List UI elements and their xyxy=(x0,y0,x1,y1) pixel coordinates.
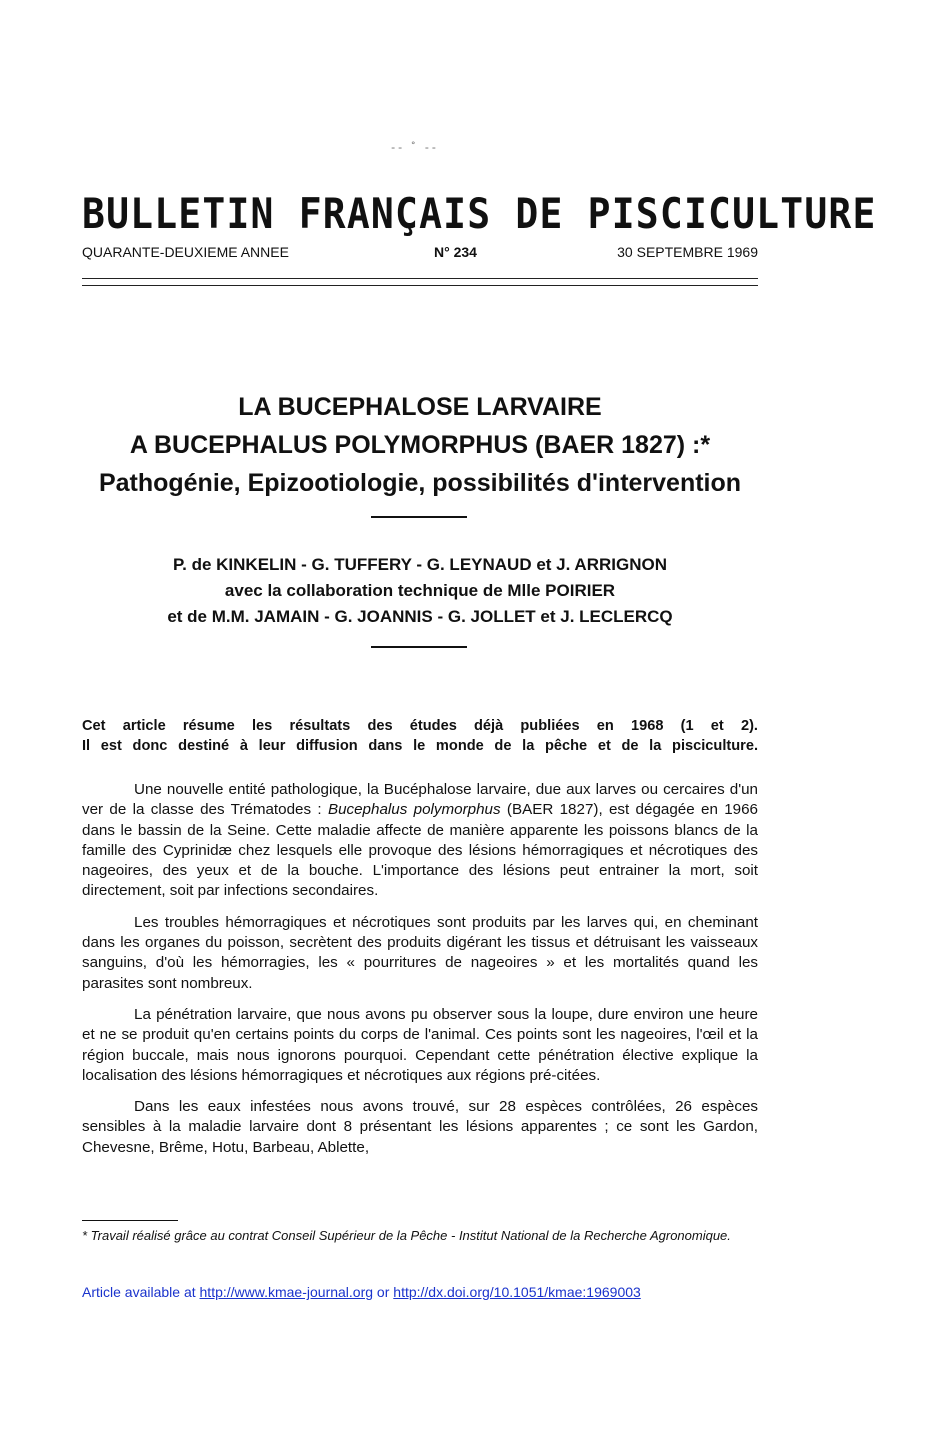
paragraph-1-end: (BAER 1827), est dégagée en 1966 dans le bassin de la Seine. Cette maladie affecte de manière apparente les poissons blancs de la famille des Cyprinidæ chez lesquels elle provoque des lésions hémorragiques et nécrotiques des nageoires, des yeux et de la bouche. L'importance des lésions peut entrainer la mort, soit directement, soit par infections secondaires. xyxy=(82,801,758,900)
issue-line xyxy=(82,244,758,264)
header-rule-bottom xyxy=(82,285,758,286)
paragraph-1-start: Une nouvelle entité pathologique, la Bucéphalose larvaire, due aux larves ou cercaires d'un ver de la classe des Trématodes : xyxy=(82,781,758,819)
header-rule-top xyxy=(82,278,758,279)
authors-line-2: avec la collaboration technique de Mlle POIRIER xyxy=(224,581,616,600)
article-title-line-1: LA BUCEPHALOSE LARVAIRE xyxy=(238,393,602,421)
authors-line-3: et de M.M. JAMAIN - G. JOANNIS - G. JOLLET et J. LECLERCQ xyxy=(167,607,673,626)
authors-line-1: P. de KINKELIN - G. TUFFERY - G. LEYNAUD et J. ARRIGNON xyxy=(173,555,667,574)
scan-mark: -- ˚ -- xyxy=(391,140,439,154)
availability-prefix: Article available at xyxy=(82,1284,200,1300)
year-label: QUARANTE-DEUXIEME ANNEE xyxy=(82,244,289,260)
authors-separator xyxy=(371,646,467,648)
article-title-line-2: A BUCEPHALUS POLYMORPHUS (BAER 1827) :* xyxy=(129,431,711,459)
footnote-rule xyxy=(82,1220,178,1221)
abstract-line-1: Cet article résume les résultats des études déjà publiées en 1968 (1 et 2). xyxy=(82,718,758,734)
paragraph-2: Les troubles hémorragiques et nécrotiques sont produits par les larves qui, en cheminant dans les organes du poisson, secrètent des produits digérant les tissus et détruisant les vaisseaux sanguins, d'où les hémorragies, les « pourritures de nageoires » et les mortalités quand les parasites sont nombreux. xyxy=(82,913,758,992)
journal-link[interactable]: http://www.kmae-journal.org xyxy=(199,1284,374,1300)
species-name: Bucephalus polymorphus xyxy=(327,801,501,819)
footnote-text: * Travail réalisé grâce au contrat Conseil Supérieur de la Pêche - Institut National de la Recherche Agronomique. xyxy=(82,1228,731,1243)
abstract xyxy=(82,716,758,756)
doi-link[interactable]: http://dx.doi.org/10.1051/kmae:1969003 xyxy=(393,1284,641,1300)
issue-number: N° 234 xyxy=(434,244,477,260)
title-separator xyxy=(371,516,467,518)
article-subtitle: Pathogénie, Epizootiologie, possibilités d'intervention xyxy=(98,469,742,497)
issue-date: 30 SEPTEMBRE 1969 xyxy=(617,244,758,260)
paragraph-3: La pénétration larvaire, que nous avons pu observer sous la loupe, dure environ une heure et ne se produit qu'en certains points du corps de l'animal. Ces points sont les nageoires, l'œil et la région buccale, mais nous ignorons pourquoi. Cependant cette pénétration élective explique la localisation des lésions hémorragiques et nécrotiques aux régions pré-citées. xyxy=(82,1005,758,1084)
availability-middle: or xyxy=(373,1284,394,1300)
article-body xyxy=(82,780,758,1169)
footnote xyxy=(82,1226,758,1246)
paragraph-1 xyxy=(82,780,758,902)
paragraph-4: Dans les eaux infestées nous avons trouvé, sur 28 espèces contrôlées, 26 espèces sensibles à la maladie larvaire dont 8 présentant les lésions apparentes ; ce sont les Gardon, Chevesne, Brême, Hotu, Barbeau, Ablette, xyxy=(82,1098,758,1156)
abstract-line-2: Il est donc destiné à leur diffusion dans le monde de la pêche et de la pisciculture. xyxy=(82,738,758,754)
availability-line xyxy=(82,1284,641,1300)
journal-title: BULLETIN FRANÇAIS DE PISCICULTURE xyxy=(82,189,877,238)
